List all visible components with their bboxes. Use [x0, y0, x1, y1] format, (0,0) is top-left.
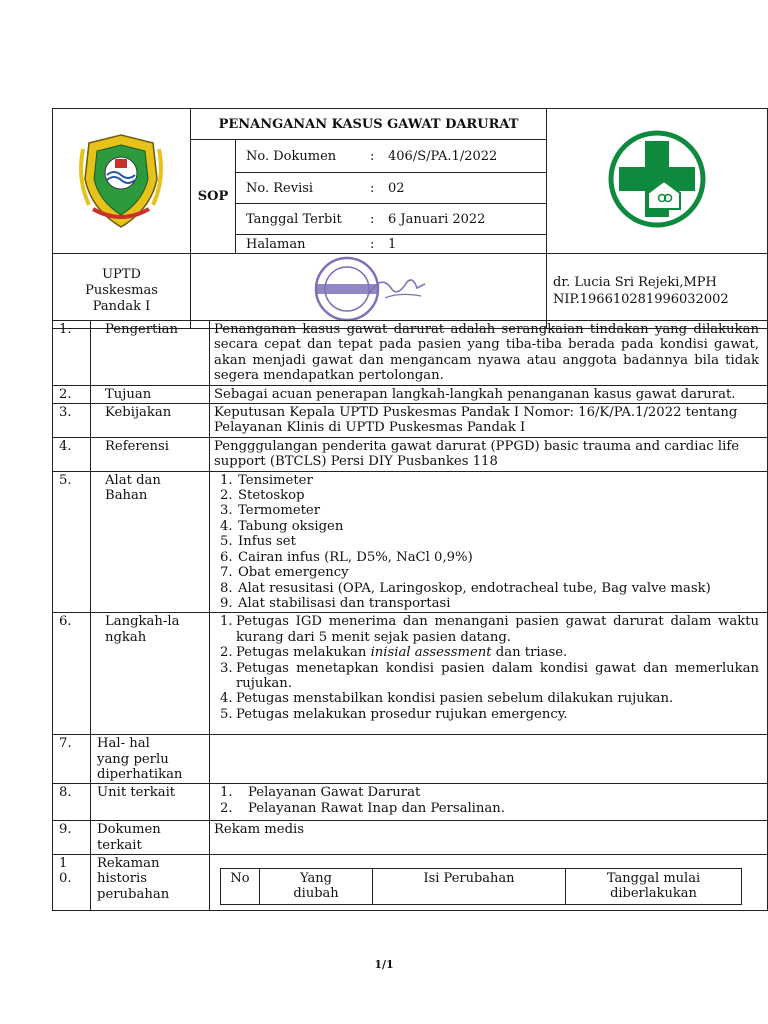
list-item: 2. Petugas melakukan inisial assessment dan triase.	[220, 645, 568, 661]
hal-diperhatikan-text	[210, 735, 768, 784]
puskesmas-logo-icon	[582, 129, 732, 229]
row-hal-diperhatikan: 7. Hal- hal yang perlu diperhatikan	[53, 735, 768, 784]
revision-history-table	[220, 868, 742, 905]
list-item: 2. Pelayanan Rawat Inap dan Persalinan.	[220, 800, 505, 816]
list-item: 8. Alat resusitasi (OPA, Laringoskop, endotracheal tube, Bag valve mask)	[220, 580, 711, 596]
pengertian-text: Penanganan kasus gawat darurat adalah serangkaian tindakan yang dilakukan secara cepat dan tepat pada pasien yang tiba-tiba berada pada kondisi gawat, akan menjadi gawat dan mengancam nyawa atau anggota badannya bila tidak segera mendapatkan pertolongan.	[210, 321, 768, 386]
meta-issue-date: Tanggal Terbit : 6 Januari 2022	[236, 204, 547, 235]
row-alat-bahan: 5. Alat dan Bahan 1. Tensimeter 2. Stetoskop 3. Termometer 4. Tabung oksigen 5. Infus set 6. Cairan infus (RL, D5%, NaCl 0,9%) 7. Obat emergency 8. Alat resusitasi (OPA, Laringoskop, endotracheal tube, Bag valve mask) 9. Alat stabilisasi dan transportasi	[53, 471, 768, 613]
list-item: 3. Petugas menetapkan kondisi pasien dalam kondisi gawat dan memerlukan rujukan.	[220, 660, 759, 691]
list-item: 9. Alat stabilisasi dan transportasi	[220, 595, 451, 611]
row-referensi: 4. Referensi Pengggulangan penderita gawat darurat (PPGD) basic trauma and cardiac life support (BTCLS) Persi DIY Pusbankes 118	[53, 437, 768, 471]
bantul-regency-logo-icon	[53, 109, 190, 249]
list-item: 1. Pelayanan Gawat Darurat	[220, 785, 421, 801]
list-item: 5. Petugas melakukan prosedur rujukan emergency.	[220, 706, 568, 722]
official-stamp-icon	[299, 254, 439, 324]
page-number: 1/1	[374, 958, 394, 971]
list-item: 3. Termometer	[220, 503, 321, 519]
referensi-text: Pengggulangan penderita gawat darurat (PPGD) basic trauma and cardiac life support (BTCLS) Persi DIY Pusbankes 118	[210, 437, 768, 471]
signer-cell	[547, 254, 768, 329]
row-unit-terkait: 8. Unit terkait 1. Pelayanan Gawat Darurat 2. Pelayanan Rawat Inap dan Persalinan.	[53, 784, 768, 821]
revision-history-cell	[210, 855, 768, 911]
langkah-list	[210, 613, 768, 735]
organization-name: UPTD Puskesmas Pandak I	[53, 254, 191, 329]
sop-content-table	[52, 320, 768, 911]
signer-name: dr. Lucia Sri Rejeki,MPH	[553, 275, 717, 290]
signer-nip: NIP.196610281996032002	[553, 292, 729, 307]
list-item: 5. Infus set	[220, 534, 296, 550]
list-item: 1. Petugas IGD menerima dan menangani pasien gawat darurat dalam waktu kurang dari 5 menit sejak pasien datang.	[220, 614, 759, 645]
list-item: 4. Petugas menstabilkan kondisi pasien sebelum dilakukan rujukan.	[220, 691, 674, 707]
row-kebijakan: 3. Kebijakan Keputusan Kepala UPTD Puskesmas Pandak I Nomor: 16/K/PA.1/2022 tentang Pelayanan Klinis di UPTD Puskesmas Pandak I	[53, 404, 768, 438]
stamp-signature-cell	[191, 254, 547, 329]
list-item: 4. Tabung oksigen	[220, 518, 344, 534]
unit-terkait-list	[210, 784, 768, 821]
row-dokumen-terkait: 9. Dokumen terkait Rekam medis	[53, 821, 768, 855]
header-table	[52, 108, 768, 329]
meta-document-number: No. Dokumen : 406/S/PA.1/2022	[236, 140, 547, 173]
dokumen-terkait-text: Rekam medis	[210, 821, 768, 855]
list-item: 1. Tensimeter	[220, 472, 313, 488]
puskesmas-logo-cell	[547, 109, 768, 254]
meta-page: Halaman : 1	[236, 235, 547, 254]
document-title: PENANGANAN KASUS GAWAT DARURAT	[191, 109, 547, 140]
alat-bahan-list	[210, 471, 768, 613]
row-pengertian: 1. Pengertian Penanganan kasus gawat darurat adalah serangkaian tindakan yang dilakukan secara cepat dan tepat pada pasien yang tiba-tiba berada pada kondisi gawat, akan menjadi gawat dan mengancam nyawa atau anggota badannya bila tidak segera mendapatkan pertolongan.	[53, 321, 768, 386]
row-tujuan: 2. Tujuan Sebagai acuan penerapan langkah-langkah penanganan kasus gawat darurat.	[53, 385, 768, 403]
sop-label: SOP	[191, 140, 236, 254]
row-rekaman-historis: 1 0. Rekaman historis perubahan No Yang diubah Isi Perubahan Tanggal mulai diberlakukan	[53, 855, 768, 911]
list-item: 6. Cairan infus (RL, D5%, NaCl 0,9%)	[220, 549, 473, 565]
list-item: 7. Obat emergency	[220, 565, 349, 581]
table-row: No Yang diubah Isi Perubahan Tanggal mulai diberlakukan	[221, 869, 742, 905]
regency-logo-cell	[53, 109, 191, 254]
row-langkah: 6. Langkah-la ngkah 1. Petugas IGD menerima dan menangani pasien gawat darurat dalam waktu kurang dari 5 menit sejak pasien datang. 2. Petugas melakukan inisial assessment dan triase. 3. Petugas menetapkan kondisi pasien dalam kondisi gawat dan memerlukan rujukan. 4. Petugas menstabilkan kondisi pasien sebelum dilakukan rujukan. 5. Petugas melakukan prosedur rujukan emergency.	[53, 613, 768, 735]
list-item: 2. Stetoskop	[220, 488, 305, 504]
kebijakan-text: Keputusan Kepala UPTD Puskesmas Pandak I Nomor: 16/K/PA.1/2022 tentang Pelayanan Klinis di UPTD Puskesmas Pandak I	[210, 404, 768, 438]
meta-revision: No. Revisi : 02	[236, 173, 547, 204]
tujuan-text: Sebagai acuan penerapan langkah-langkah penanganan kasus gawat darurat.	[210, 385, 768, 403]
